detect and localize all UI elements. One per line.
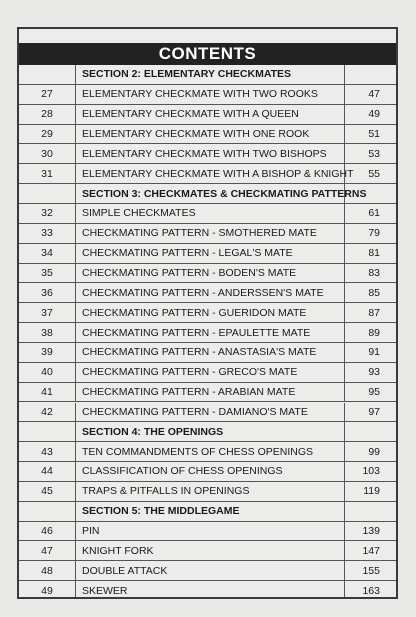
page-number: 163 <box>362 584 380 597</box>
section-header-row <box>19 184 396 204</box>
page-number <box>345 65 396 84</box>
chapter-title: ELEMENTARY CHECKMATE WITH ONE ROOK <box>75 125 345 144</box>
chapter-number: 30 <box>19 144 76 163</box>
chapter-number: 31 <box>19 164 76 183</box>
chapter-title: CHECKMATING PATTERN - BODEN'S MATE <box>75 264 345 283</box>
chapter-number: 28 <box>19 105 76 124</box>
page-number: 87 <box>368 306 380 319</box>
chapter-title: SIMPLE CHECKMATES <box>75 204 345 223</box>
chapter-title: DOUBLE ATTACK <box>75 561 345 580</box>
chapter-title: PIN <box>75 522 345 541</box>
chapter-number: 37 <box>19 303 76 322</box>
page-number: 49 <box>368 108 380 121</box>
chapter-number: 32 <box>19 204 76 223</box>
chapter-title: TEN COMMANDMENTS OF CHESS OPENINGS <box>75 442 345 461</box>
section-header-row <box>19 422 396 442</box>
page-number: 55 <box>368 167 380 180</box>
chapter-title: SECTION 4: THE OPENINGS <box>75 422 345 441</box>
chapter-number: 44 <box>19 462 76 481</box>
table-row <box>19 204 396 224</box>
page-number: 99 <box>368 445 380 458</box>
page-number: 139 <box>362 525 380 538</box>
page-number: 85 <box>368 286 380 299</box>
page-number: 119 <box>363 485 380 498</box>
contents-page <box>17 27 398 599</box>
page-title: CONTENTS <box>19 43 396 65</box>
chapter-number: 27 <box>19 85 76 104</box>
chapter-number: 47 <box>19 541 76 560</box>
chapter-title: ELEMENTARY CHECKMATE WITH TWO ROOKS <box>75 85 345 104</box>
chapter-number: 45 <box>19 482 76 501</box>
chapter-title: CHECKMATING PATTERN - LEGAL'S MATE <box>75 244 345 263</box>
chapter-number: 33 <box>19 224 76 243</box>
chapter-title: ELEMENTARY CHECKMATE WITH TWO BISHOPS <box>75 144 345 163</box>
table-row <box>19 105 396 125</box>
chapter-number <box>19 502 76 521</box>
page-number: 147 <box>362 544 380 557</box>
page-number: 53 <box>368 147 380 160</box>
chapter-title: SECTION 2: ELEMENTARY CHECKMATES <box>75 65 345 84</box>
table-row <box>19 462 396 482</box>
table-row <box>19 224 396 244</box>
chapter-number: 34 <box>19 244 76 263</box>
chapter-title: CLASSIFICATION OF CHESS OPENINGS <box>75 462 345 481</box>
table-row <box>19 442 396 462</box>
table-row <box>19 581 396 599</box>
chapter-title: CHECKMATING PATTERN - ANDERSSEN'S MATE <box>75 283 345 302</box>
chapter-number: 46 <box>19 522 76 541</box>
table-row <box>19 541 396 561</box>
chapter-number: 36 <box>19 283 76 302</box>
table-row <box>19 561 396 581</box>
chapter-title: CHECKMATING PATTERN - GUERIDON MATE <box>75 303 345 322</box>
chapter-title: CHECKMATING PATTERN - ANASTASIA'S MATE <box>75 343 345 362</box>
page-number: 83 <box>368 266 380 279</box>
table-row <box>19 244 396 264</box>
page-number: 51 <box>368 128 380 141</box>
chapter-number: 49 <box>19 581 76 599</box>
chapter-number: 40 <box>19 363 76 382</box>
chapter-title: CHECKMATING PATTERN - DAMIANO'S MATE <box>75 403 345 422</box>
chapter-title: ELEMENTARY CHECKMATE WITH A QUEEN <box>75 105 345 124</box>
chapter-title: ELEMENTARY CHECKMATE WITH A BISHOP & KNIGHT <box>75 164 345 183</box>
chapter-title: SKEWER <box>75 581 345 599</box>
table-row <box>19 482 396 502</box>
chapter-number <box>19 65 76 84</box>
chapter-title: KNIGHT FORK <box>75 541 345 560</box>
table-row <box>19 125 396 145</box>
chapter-number: 42 <box>19 403 76 422</box>
section-header-row <box>19 65 396 85</box>
page-number: 95 <box>368 386 380 399</box>
table-row <box>19 264 396 284</box>
chapter-title: CHECKMATING PATTERN - ARABIAN MATE <box>75 383 345 402</box>
chapter-title: CHECKMATING PATTERN - GRECO'S MATE <box>75 363 345 382</box>
page-number: 93 <box>368 366 380 379</box>
page-number: 47 <box>368 88 380 101</box>
page-number: 91 <box>368 346 380 359</box>
table-row <box>19 383 396 403</box>
table-row <box>19 522 396 542</box>
page-number: 81 <box>368 247 380 260</box>
chapter-title: SECTION 3: CHECKMATES & CHECKMATING PATTERNS <box>75 184 345 203</box>
table-row <box>19 144 396 164</box>
chapter-number: 48 <box>19 561 76 580</box>
chapter-number: 29 <box>19 125 76 144</box>
table-row <box>19 323 396 343</box>
table-row <box>19 283 396 303</box>
chapter-title: SECTION 5: THE MIDDLEGAME <box>75 502 345 521</box>
page-number: 89 <box>368 326 380 339</box>
chapter-number: 35 <box>19 264 76 283</box>
table-row <box>19 164 396 184</box>
chapter-number: 38 <box>19 323 76 342</box>
page-number: 155 <box>362 564 380 577</box>
chapter-number: 39 <box>19 343 76 362</box>
page-number: 97 <box>368 405 380 418</box>
chapter-title: TRAPS & PITFALLS IN OPENINGS <box>75 482 345 501</box>
page-number <box>345 422 396 441</box>
table-row <box>19 303 396 323</box>
table-row <box>19 343 396 363</box>
chapter-number: 41 <box>19 383 76 402</box>
table-row <box>19 403 396 423</box>
section-header-row <box>19 502 396 522</box>
table-row <box>19 363 396 383</box>
chapter-number <box>19 184 76 203</box>
page-number: 61 <box>368 207 380 220</box>
chapter-title: CHECKMATING PATTERN - SMOTHERED MATE <box>75 224 345 243</box>
chapter-number: 43 <box>19 442 76 461</box>
chapter-number <box>19 422 76 441</box>
page-number: 79 <box>368 227 380 240</box>
table-row <box>19 85 396 105</box>
page-number <box>345 502 396 521</box>
page-number <box>345 184 396 203</box>
page-number: 103 <box>362 465 380 478</box>
chapter-title: CHECKMATING PATTERN - EPAULETTE MATE <box>75 323 345 342</box>
